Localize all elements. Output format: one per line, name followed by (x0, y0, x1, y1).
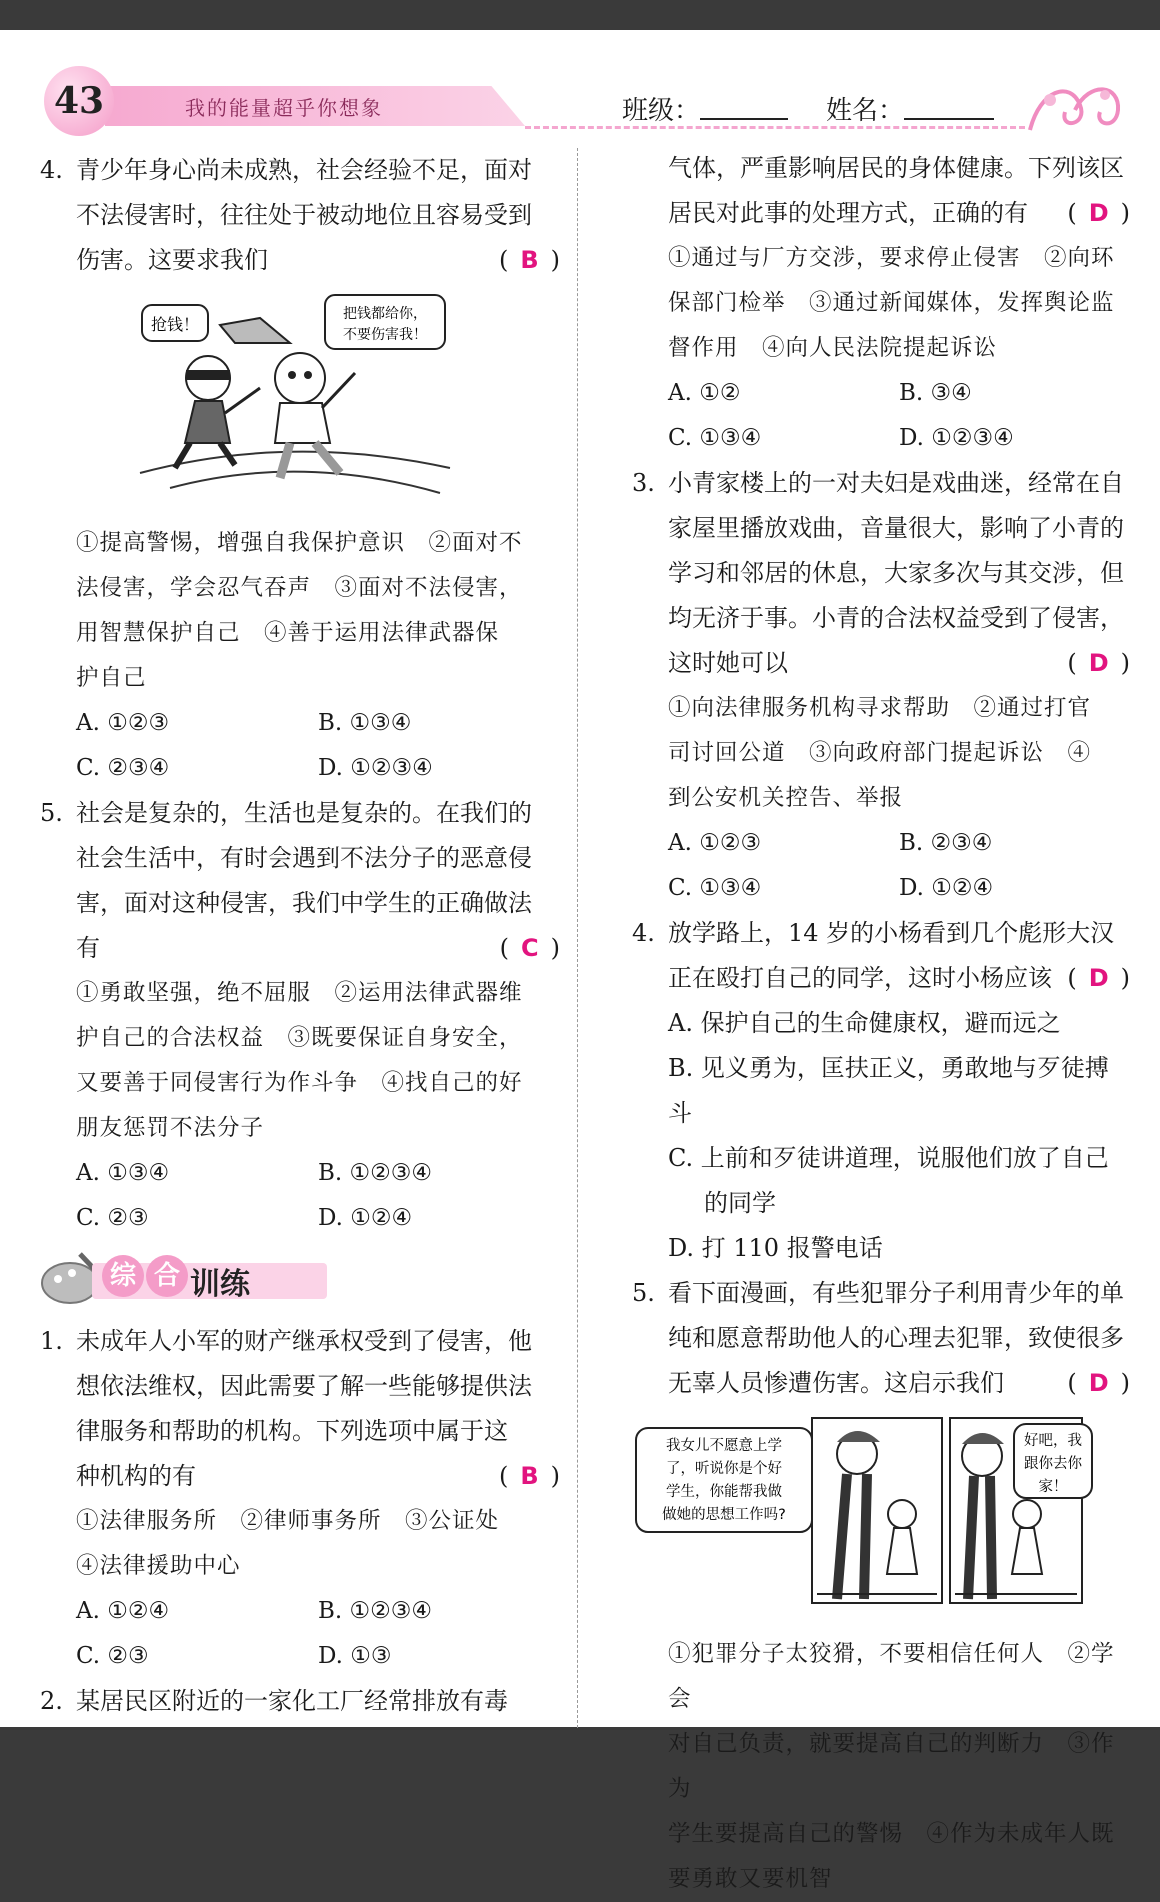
question-text: 看下面漫画，有些犯罪分子利用青少年的单 (668, 1279, 1124, 1307)
speech-bubble-text: 了，听说你是个好 (666, 1461, 782, 1477)
column-divider (577, 148, 578, 1728)
section-title: 训练 (190, 1267, 250, 1302)
statement-line: ①犯罪分子太狡猾，不要相信任何人 ②学会 (668, 1641, 1115, 1712)
option: D. ①②④ (899, 875, 994, 901)
question-text: 学习和邻居的休息，大家多次与其交涉，但 (668, 559, 1124, 587)
right-column (632, 146, 1130, 1902)
answer-mark: D (1088, 199, 1109, 227)
choice: B. 见义勇为，匡扶正义，勇敢地与歹徒搏斗 (668, 1054, 1109, 1127)
speech-bubble-text: 家！ (1038, 1479, 1068, 1495)
speech-bubble-text: 不要伤害我！ (343, 327, 427, 343)
name-blank (904, 118, 994, 120)
option: C. ②③④ (76, 755, 170, 781)
speech-bubble-text: 我女儿不愿意上学 (666, 1438, 782, 1454)
choice: 的同学 (704, 1189, 776, 1217)
statement-line: 对自己负责，就要提高自己的判断力 ③作为 (668, 1731, 1115, 1802)
choice: A. 保护自己的生命健康权，避而远之 (668, 1009, 1061, 1037)
option: A. ①②③ (668, 830, 762, 856)
statement-line: ①向法律服务机构寻求帮助 ②通过打官 (668, 695, 1092, 721)
statement-line: ①通过与厂方交涉，要求停止侵害 ②向环 (668, 245, 1115, 271)
speech-bubble-text: 把钱都给你， (343, 306, 427, 322)
statement-line: 护自己的合法权益 ③既要保证自身安全， (76, 1025, 523, 1051)
header-slogan: 我的能量超乎你想象 (185, 96, 383, 120)
statement-line: ①法律服务所 ②律师事务所 ③公证处 (76, 1508, 500, 1534)
options-row (40, 1634, 560, 1679)
answer-mark: D (1088, 649, 1109, 677)
question-text: 社会生活中，有时会遇到不法分子的恶意侵 (76, 844, 532, 872)
section-question-3: 3. 小青家楼上的一对夫妇是戏曲迷，经常在自 家屋里播放戏曲，音量很大，影响了小青的 学习和邻居的休息，大家多次与其交涉，但 均无济于事。小青的合法权益受到了侵害， 这时她可以 ( D ) (632, 461, 1130, 686)
options-row (632, 866, 1130, 911)
choice-list (632, 1001, 1130, 1271)
answer-mark: B (520, 1462, 539, 1490)
question-text: 家屋里播放戏曲，音量很大，影响了小青的 (668, 514, 1124, 542)
workbook-page (0, 30, 1160, 1892)
option: C. ①③④ (668, 875, 762, 901)
options-row (40, 1151, 560, 1196)
option: C. ②③ (76, 1643, 149, 1669)
statement-list (40, 521, 560, 701)
question-text: 均无济于事。小青的合法权益受到了侵害， (668, 604, 1124, 632)
section-question-4: 4. 放学路上，14 岁的小杨看到几个彪形大汉 正在殴打自己的同学，这时小杨应该 ( D ) (632, 911, 1130, 1001)
question-text: 小青家楼上的一对夫妇是戏曲迷，经常在自 (668, 469, 1124, 497)
statement-list (40, 971, 560, 1151)
options-row (40, 1196, 560, 1241)
option: A. ①② (668, 380, 741, 406)
statement-line: 朋友惩罚不法分子 (76, 1115, 265, 1141)
class-blank (700, 118, 788, 120)
speech-bubble-text: 做她的思想工作吗? (662, 1507, 786, 1523)
floral-ornament-icon (1020, 70, 1130, 145)
answer-mark: D (1088, 1369, 1109, 1397)
option: B. ①②③④ (318, 1598, 433, 1624)
options-row (632, 371, 1130, 416)
question-text: 有 (76, 934, 100, 962)
statement-line: 司讨回公道 ③向政府部门提起诉讼 ④ (668, 740, 1092, 766)
speech-bubble-text: 好吧，我 (1024, 1433, 1082, 1449)
option: D. ①②③④ (899, 425, 1014, 451)
options-row (40, 701, 560, 746)
statement-line: 到公安机关控告、举报 (668, 785, 904, 811)
page-number: 43 (44, 66, 114, 136)
section-char: 综 (102, 1255, 144, 1297)
option: A. ①③④ (76, 1160, 170, 1186)
question-text: 种机构的有 (76, 1462, 196, 1490)
question-text: 害，面对这种侵害，我们中学生的正确做法 (76, 889, 532, 917)
header-dash-line (525, 126, 1025, 129)
question-number: 4. (632, 919, 655, 947)
answer-mark: C (521, 934, 539, 962)
question-5: 5. 社会是复杂的，生活也是复杂的。在我们的 社会生活中，有时会遇到不法分子的恶意侵 害，面对这种侵害，我们中学生的正确做法 有 ( C ) (40, 791, 560, 971)
option: A. ①②③ (76, 710, 170, 736)
question-text: 律服务和帮助的机构。下列选项中属于这 (76, 1417, 508, 1445)
options-row (632, 416, 1130, 461)
section-question-1: 1. 未成年人小军的财产继承权受到了侵害，他 想依法维权，因此需要了解一些能够提供法 律服务和帮助的机构。下列选项中属于这 种机构的有 ( B ) (40, 1319, 560, 1499)
option: D. ①③ (318, 1643, 392, 1669)
question-2-continued: 气体，严重影响居民的身体健康。下列该区 居民对此事的处理方式，正确的有 ( D ) (632, 146, 1130, 236)
answer-mark: B (520, 246, 539, 274)
option: A. ①②④ (76, 1598, 170, 1624)
section-heading (40, 1249, 560, 1313)
choice: D. 打 110 报警电话 (668, 1234, 883, 1262)
option: B. ①②③④ (318, 1160, 433, 1186)
question-text: 这时她可以 (668, 649, 788, 677)
option: C. ①③④ (668, 425, 762, 451)
question-number: 3. (632, 469, 655, 497)
question-text: 居民对此事的处理方式，正确的有 (668, 199, 1028, 227)
question-text: 正在殴打自己的同学，这时小杨应该 (668, 964, 1052, 992)
question-text: 社会是复杂的，生活也是复杂的。在我们的 (76, 799, 532, 827)
left-column (40, 148, 560, 1724)
statement-line: 督作用 ④向人民法院提起诉讼 (668, 335, 998, 361)
statement-line: ①提高警惕，增强自我保护意识 ②面对不 (76, 530, 523, 556)
statement-list (632, 1632, 1130, 1902)
option: B. ③④ (899, 380, 972, 406)
question-text: 某居民区附近的一家化工厂经常排放有毒 (76, 1687, 508, 1715)
statement-line: ④法律援助中心 (76, 1553, 241, 1579)
question-number: 2. (40, 1687, 63, 1715)
question-number: 1. (40, 1327, 63, 1355)
question-number: 5. (40, 799, 63, 827)
statement-line: 学生要提高自己的警惕 ④作为未成年人既 (668, 1821, 1115, 1847)
statement-line: 护自己 (76, 665, 147, 691)
statement-list (632, 686, 1130, 821)
question-text: 纯和愿意帮助他人的心理去犯罪，致使很多 (668, 1324, 1124, 1352)
class-label: 班级： (622, 96, 701, 126)
question-number: 5. (632, 1279, 655, 1307)
option: D. ①②③④ (318, 755, 433, 781)
question-text: 未成年人小军的财产继承权受到了侵害，他 (76, 1327, 532, 1355)
question-text: 放学路上，14 岁的小杨看到几个彪形大汉 (668, 919, 1115, 947)
speech-bubble-text: 抢钱！ (150, 315, 200, 334)
statement-line: 法侵害，学会忍气吞声 ③面对不法侵害， (76, 575, 523, 601)
question-text: 无辜人员惨遭伤害。这启示我们 (668, 1369, 1004, 1397)
speech-bubble-text: 跟你去你 (1024, 1456, 1082, 1472)
section-question-5: 5. 看下面漫画，有些犯罪分子利用青少年的单 纯和愿意帮助他人的心理去犯罪，致使很多 无辜人员惨遭伤害。这启示我们 ( D ) (632, 1271, 1130, 1406)
speech-bubble-text: 学生，你能帮我做 (666, 1484, 782, 1500)
section-char: 合 (146, 1255, 188, 1297)
options-row (40, 746, 560, 791)
options-row (40, 1589, 560, 1634)
name-label: 姓名： (826, 96, 905, 126)
statement-line: 保部门检举 ③通过新闻媒体，发挥舆论监 (668, 290, 1115, 316)
answer-mark: D (1088, 964, 1109, 992)
robbery-cartoon (140, 293, 450, 498)
option: B. ②③④ (899, 830, 993, 856)
section-question-2 (40, 1679, 560, 1724)
statement-list (632, 236, 1130, 371)
stranger-cartoon (632, 1414, 1122, 1609)
statement-line: ①勇敢坚强，绝不屈服 ②运用法律武器维 (76, 980, 523, 1006)
question-4: 4. 青少年身心尚未成熟，社会经验不足，面对 不法侵害时，往往处于被动地位且容易受到 伤害。这要求我们 ( B ) (40, 148, 560, 283)
statement-list (40, 1499, 560, 1589)
option: C. ②③ (76, 1205, 149, 1231)
question-number: 4. (40, 156, 63, 184)
statement-line: 用智慧保护自己 ④善于运用法律武器保 (76, 620, 500, 646)
statement-line: 要勇敢又要机智 (668, 1866, 833, 1892)
question-text: 不法侵害时，往往处于被动地位且容易受到 (76, 201, 532, 229)
question-text: 想依法维权，因此需要了解一些能够提供法 (76, 1372, 532, 1400)
option: D. ①②④ (318, 1205, 413, 1231)
statement-line: 又要善于同侵害行为作斗争 ④找自己的好 (76, 1070, 523, 1096)
question-text: 青少年身心尚未成熟，社会经验不足，面对 (76, 156, 532, 184)
question-text: 伤害。这要求我们 (76, 246, 268, 274)
choice: C. 上前和歹徒讲道理，说服他们放了自己 (668, 1144, 1109, 1172)
options-row (632, 821, 1130, 866)
option: B. ①③④ (318, 710, 412, 736)
question-text: 气体，严重影响居民的身体健康。下列该区 (668, 154, 1124, 182)
